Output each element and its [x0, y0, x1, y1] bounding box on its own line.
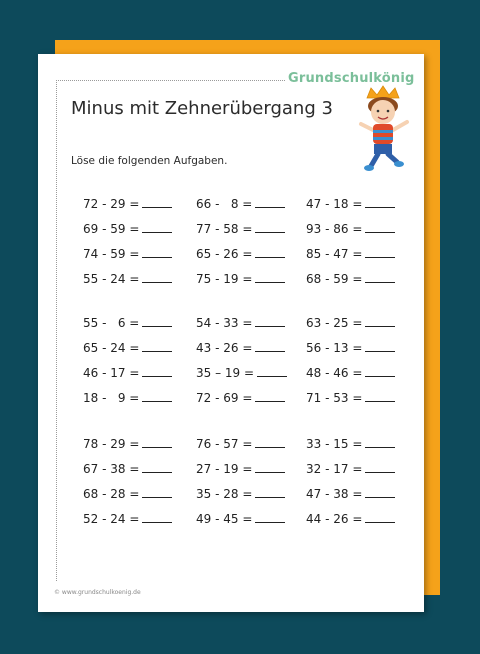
answer-blank[interactable]	[255, 487, 285, 498]
worksheet	[38, 54, 424, 612]
answer-blank[interactable]	[142, 222, 172, 233]
math-problem	[306, 247, 395, 261]
problem-text: 85 - 47 =	[306, 247, 363, 261]
problem-text: 46 - 17 =	[83, 366, 140, 380]
answer-blank[interactable]	[142, 247, 172, 258]
problem-text: 72 - 69 =	[196, 391, 253, 405]
math-problem	[196, 437, 285, 451]
math-problem	[83, 462, 172, 476]
problem-text: 18 - 9 =	[83, 391, 140, 405]
math-problem	[83, 512, 172, 526]
math-problem	[306, 316, 395, 330]
answer-blank[interactable]	[365, 512, 395, 523]
math-problem	[196, 462, 285, 476]
problem-text: 55 - 6 =	[83, 316, 140, 330]
problem-text: 77 - 58 =	[196, 222, 253, 236]
answer-blank[interactable]	[365, 341, 395, 352]
answer-blank[interactable]	[365, 366, 395, 377]
answer-blank[interactable]	[255, 197, 285, 208]
problem-text: 52 - 24 =	[83, 512, 140, 526]
math-problem	[306, 512, 395, 526]
answer-blank[interactable]	[142, 437, 172, 448]
math-problem	[306, 487, 395, 501]
math-problem	[83, 197, 172, 211]
problem-text: 68 - 59 =	[306, 272, 363, 286]
problem-text: 56 - 13 =	[306, 341, 363, 355]
math-problem	[196, 366, 287, 380]
math-problem	[83, 272, 172, 286]
problem-text: 76 - 57 =	[196, 437, 253, 451]
answer-blank[interactable]	[255, 316, 285, 327]
answer-blank[interactable]	[255, 391, 285, 402]
math-problem	[196, 512, 285, 526]
answer-blank[interactable]	[142, 197, 172, 208]
problem-text: 35 - 28 =	[196, 487, 253, 501]
math-problem	[83, 316, 172, 330]
answer-blank[interactable]	[365, 462, 395, 473]
math-problem	[306, 197, 395, 211]
problem-text: 48 - 46 =	[306, 366, 363, 380]
problem-text: 75 - 19 =	[196, 272, 253, 286]
math-problem	[83, 341, 172, 355]
answer-blank[interactable]	[255, 437, 285, 448]
answer-blank[interactable]	[255, 462, 285, 473]
math-problem	[306, 222, 395, 236]
problem-text: 65 - 26 =	[196, 247, 253, 261]
problem-text: 66 - 8 =	[196, 197, 253, 211]
brand-logo-text: Grundschulkönig	[288, 71, 415, 86]
problem-text: 33 - 15 =	[306, 437, 363, 451]
answer-blank[interactable]	[365, 197, 395, 208]
problem-text: 35 – 19 =	[196, 366, 255, 380]
problem-text: 27 - 19 =	[196, 462, 253, 476]
problem-text: 68 - 28 =	[83, 487, 140, 501]
answer-blank[interactable]	[365, 487, 395, 498]
answer-blank[interactable]	[255, 512, 285, 523]
math-problem	[196, 391, 285, 405]
problem-text: 72 - 29 =	[83, 197, 140, 211]
answer-blank[interactable]	[365, 272, 395, 283]
problem-text: 74 - 59 =	[83, 247, 140, 261]
math-problem	[83, 487, 172, 501]
answer-blank[interactable]	[142, 366, 172, 377]
problem-text: 54 - 33 =	[196, 316, 253, 330]
math-problem	[196, 272, 285, 286]
problem-text: 47 - 18 =	[306, 197, 363, 211]
math-problem	[83, 366, 172, 380]
math-problem	[83, 222, 172, 236]
math-problem	[306, 341, 395, 355]
problem-text: 47 - 38 =	[306, 487, 363, 501]
math-problem	[306, 462, 395, 476]
math-problem	[306, 366, 395, 380]
answer-blank[interactable]	[255, 341, 285, 352]
math-problem	[83, 247, 172, 261]
math-problem	[196, 247, 285, 261]
math-problem	[196, 316, 285, 330]
answer-blank[interactable]	[365, 391, 395, 402]
math-problem	[196, 197, 285, 211]
problem-text: 69 - 59 =	[83, 222, 140, 236]
math-problem	[196, 487, 285, 501]
math-problem	[306, 272, 395, 286]
math-problem	[196, 222, 285, 236]
problem-grid	[38, 54, 424, 612]
answer-blank[interactable]	[255, 247, 285, 258]
answer-blank[interactable]	[142, 487, 172, 498]
problem-text: 55 - 24 =	[83, 272, 140, 286]
answer-blank[interactable]	[142, 512, 172, 523]
problem-text: 32 - 17 =	[306, 462, 363, 476]
answer-blank[interactable]	[142, 316, 172, 327]
page-title: Minus mit Zehnerübergang 3	[71, 98, 333, 119]
problem-text: 44 - 26 =	[306, 512, 363, 526]
math-problem	[306, 391, 395, 405]
answer-blank[interactable]	[255, 222, 285, 233]
problem-text: 43 - 26 =	[196, 341, 253, 355]
answer-blank[interactable]	[142, 341, 172, 352]
problem-text: 67 - 38 =	[83, 462, 140, 476]
answer-blank[interactable]	[365, 316, 395, 327]
problem-text: 63 - 25 =	[306, 316, 363, 330]
answer-blank[interactable]	[365, 247, 395, 258]
answer-blank[interactable]	[142, 391, 172, 402]
math-problem	[83, 437, 172, 451]
problem-text: 65 - 24 =	[83, 341, 140, 355]
problem-text: 93 - 86 =	[306, 222, 363, 236]
problem-text: 78 - 29 =	[83, 437, 140, 451]
footer-copyright: © www.grundschulkoenig.de	[54, 589, 141, 596]
answer-blank[interactable]	[142, 272, 172, 283]
answer-blank[interactable]	[365, 222, 395, 233]
answer-blank[interactable]	[142, 462, 172, 473]
instruction-text: Löse die folgenden Aufgaben.	[71, 155, 228, 167]
answer-blank[interactable]	[365, 437, 395, 448]
answer-blank[interactable]	[255, 272, 285, 283]
math-problem	[306, 437, 395, 451]
problem-text: 49 - 45 =	[196, 512, 253, 526]
math-problem	[83, 391, 172, 405]
problem-text: 71 - 53 =	[306, 391, 363, 405]
answer-blank[interactable]	[257, 366, 287, 377]
math-problem	[196, 341, 285, 355]
